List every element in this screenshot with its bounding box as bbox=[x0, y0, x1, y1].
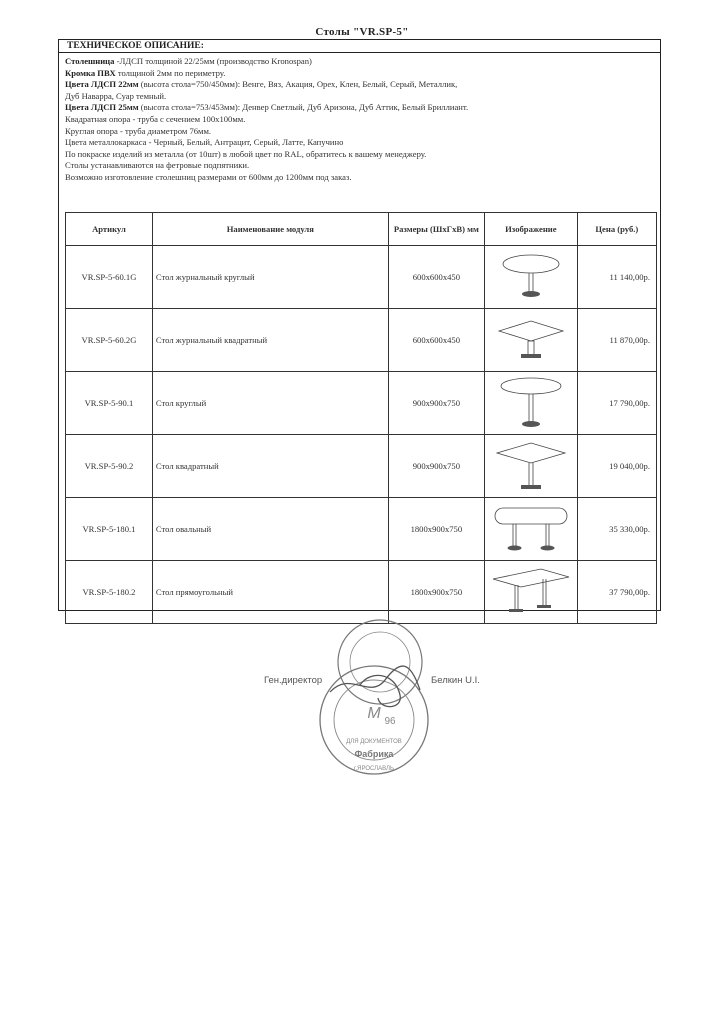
svg-text:M: M bbox=[367, 705, 381, 722]
square-coffee-table-icon bbox=[491, 315, 571, 365]
round-table-icon bbox=[491, 376, 571, 430]
spec-frame bbox=[58, 39, 661, 611]
cell-image bbox=[485, 246, 578, 309]
desc-line bbox=[65, 172, 655, 184]
desc-line bbox=[65, 114, 655, 126]
cell-size: 900х900х750 bbox=[388, 435, 484, 498]
svg-text:г.ЯРОСЛАВЛЬ: г.ЯРОСЛАВЛЬ bbox=[354, 766, 394, 772]
signature-name: Белкин U.I. bbox=[431, 675, 480, 686]
cell-article: VR.SP-5-60.1G bbox=[66, 246, 153, 309]
cell-name: Стол журнальный квадратный bbox=[152, 309, 388, 372]
header-article: Артикул bbox=[66, 213, 153, 246]
cell-image bbox=[485, 309, 578, 372]
cell-size: 600х600х450 bbox=[388, 246, 484, 309]
desc-line bbox=[65, 126, 655, 138]
header-image: Изображение bbox=[485, 213, 578, 246]
desc-line bbox=[65, 79, 655, 91]
page-title: Столы "VR.SP-5" bbox=[315, 26, 409, 38]
desc-line bbox=[65, 91, 655, 103]
table-row bbox=[66, 435, 657, 498]
cell-article: VR.SP-5-90.2 bbox=[66, 435, 153, 498]
desc-line-text: (высота стола=750/450мм): Венге, Вяз, Акация, Орех, Клен, Белый, Серый, Металлик, bbox=[138, 79, 458, 90]
cell-image bbox=[485, 435, 578, 498]
desc-line-text: толщиной 2мм по периметру. bbox=[115, 67, 226, 78]
desc-line bbox=[65, 56, 655, 68]
cell-price: 19 040,00р. bbox=[577, 435, 656, 498]
cell-image bbox=[485, 372, 578, 435]
desc-line-text: Столы устанавливаются на фетровые подпятники. bbox=[65, 160, 250, 171]
tech-description bbox=[65, 56, 655, 184]
cell-size: 1800х900х750 bbox=[388, 561, 484, 624]
cell-article: VR.SP-5-180.1 bbox=[66, 498, 153, 561]
company-stamp-icon bbox=[300, 600, 460, 780]
desc-line-text: Квадратная опора - труба с сечением 100х100мм. bbox=[65, 113, 246, 124]
oval-table-icon bbox=[489, 502, 573, 556]
cell-price: 37 790,00р. bbox=[577, 561, 656, 624]
cell-name: Стол овальный bbox=[152, 498, 388, 561]
desc-line-text: (высота стола=753/453мм): Денвер Светлый, Дуб Аризона, Дуб Аттик, Белый Бриллиант. bbox=[138, 102, 469, 113]
table-row bbox=[66, 498, 657, 561]
desc-line bbox=[65, 68, 655, 80]
header-size: Размеры (ШхГхВ) мм bbox=[388, 213, 484, 246]
desc-line-text: Цвета металлокаркаса - Черный, Белый, Антрацит, Серый, Латте, Капучино bbox=[65, 137, 344, 148]
desc-line-text: -ЛДСП толщиной 22/25мм (производство Kronospan) bbox=[114, 56, 312, 66]
desc-line bbox=[65, 149, 655, 161]
desc-line bbox=[65, 160, 655, 172]
header-price: Цена (руб.) bbox=[577, 213, 656, 246]
cell-price: 11 870,00р. bbox=[577, 309, 656, 372]
cell-image bbox=[485, 498, 578, 561]
table-row bbox=[66, 372, 657, 435]
svg-text:96: 96 bbox=[384, 716, 396, 727]
desc-line-text: По покраске изделий из металла (от 10шт) в любой цвет по RAL, обратитесь к вашему менеджеру. bbox=[65, 148, 427, 159]
price-table bbox=[65, 212, 657, 624]
cell-name: Стол прямоугольный bbox=[152, 561, 388, 624]
cell-price: 11 140,00р. bbox=[577, 246, 656, 309]
cell-article: VR.SP-5-60.2G bbox=[66, 309, 153, 372]
cell-name: Стол квадратный bbox=[152, 435, 388, 498]
table-row bbox=[66, 246, 657, 309]
square-table-icon bbox=[491, 439, 571, 493]
tech-description-header: ТЕХНИЧЕСКОЕ ОПИСАНИЕ: bbox=[59, 40, 660, 53]
cell-article: VR.SP-5-180.2 bbox=[66, 561, 153, 624]
cell-size: 600х600х450 bbox=[388, 309, 484, 372]
svg-text:Фабрика: Фабрика bbox=[354, 749, 394, 759]
cell-name: Стол круглый bbox=[152, 372, 388, 435]
round-coffee-table-icon bbox=[491, 252, 571, 302]
desc-line-bold: Столешница bbox=[65, 56, 115, 66]
svg-text:ДЛЯ ДОКУМЕНТОВ: ДЛЯ ДОКУМЕНТОВ bbox=[346, 739, 402, 745]
signature-title: Ген.директор bbox=[264, 675, 323, 686]
cell-price: 17 790,00р. bbox=[577, 372, 656, 435]
desc-line-text: Круглая опора - труба диаметром 76мм. bbox=[65, 125, 212, 136]
desc-line-text: Возможно изготовление столешниц размерами от 600мм до 1200мм под заказ. bbox=[65, 171, 352, 182]
desc-line-text: Дуб Наварра, Суар темный. bbox=[65, 90, 167, 101]
cell-article: VR.SP-5-90.1 bbox=[66, 372, 153, 435]
desc-line bbox=[65, 102, 655, 114]
cell-image bbox=[485, 561, 578, 624]
cell-size: 900х900х750 bbox=[388, 372, 484, 435]
desc-line bbox=[65, 137, 655, 149]
cell-price: 35 330,00р. bbox=[577, 498, 656, 561]
table-row bbox=[66, 309, 657, 372]
desc-line-bold: Кромка ПВХ bbox=[65, 67, 116, 78]
desc-line-bold: Цвета ЛДСП 22мм bbox=[65, 79, 139, 90]
header-name: Наименование модуля bbox=[152, 213, 388, 246]
table-header-row bbox=[66, 213, 657, 246]
desc-line-bold: Цвета ЛДСП 25мм bbox=[65, 102, 139, 113]
cell-size: 1800х900х750 bbox=[388, 498, 484, 561]
cell-name: Стол журнальный круглый bbox=[152, 246, 388, 309]
rectangular-table-icon bbox=[489, 565, 573, 619]
